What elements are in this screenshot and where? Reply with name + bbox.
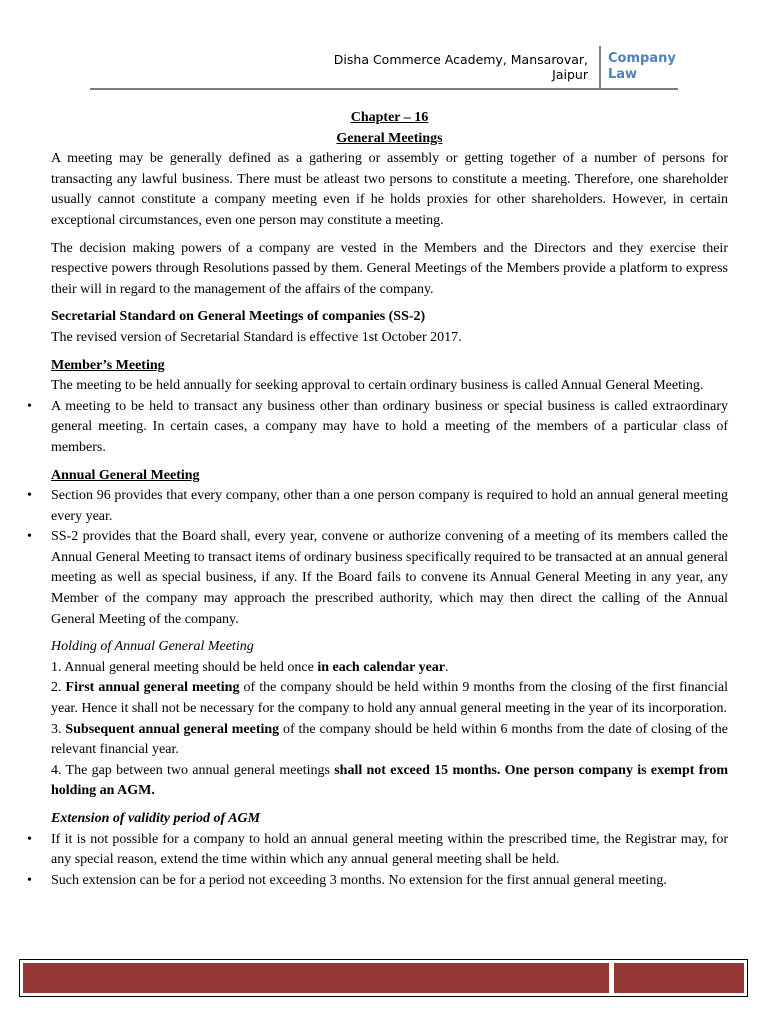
header-institute: Disha Commerce Academy, Mansarovar, Jaipur	[333, 52, 588, 82]
chapter-number: Chapter – 16	[350, 110, 429, 125]
list-item: • Such extension can be for a period not exceeding 3 months. No extension for the first annual general meeting.	[51, 871, 728, 892]
agm-heading: Annual General Meeting	[51, 467, 200, 483]
members-meeting-heading: Member’s Meeting	[51, 357, 165, 373]
holding-item: 3. Subsequent annual general meeting of the company should be held within 6 months from the date of closing of the relevant financial year.	[51, 721, 729, 758]
footer-bar-left	[23, 963, 609, 993]
bullet-icon: •	[27, 872, 32, 888]
members-meeting-text: The meeting to be held annually for seeking approval to certain ordinary business is called Annual General Meeting.	[51, 378, 704, 394]
header-rule	[90, 88, 678, 90]
holding-item: 2. First annual general meeting of the company should be held within 9 months from the closing of the first financial year. Hence it shall not be necessary for the company to hold any annual general meeting in the year of its incorporation.	[51, 680, 728, 717]
extension-list	[27, 830, 728, 892]
intro-paragraph: A meeting may be generally defined as a gathering or assembly or getting together of a number of persons for transacting any lawful business. There must be atleast two persons to constitute a meeting. Therefore, one shareholder usually cannot constitute a company meeting even if he holds proxies for other shareholders. However, in certain exceptional circumstances, even one person may constitute a meeting.	[51, 151, 728, 228]
list-item: • If it is not possible for a company to hold an annual general meeting within the prescribed time, the Registrar may, for any special reason, extend the time within which any annual general meeting shall be held.	[27, 831, 728, 868]
ss2-heading: Secretarial Standard on General Meetings of companies (SS-2)	[51, 309, 426, 325]
ss2-text: The revised version of Secretarial Standard is effective 1st October 2017.	[51, 329, 462, 345]
bullet-icon: •	[27, 831, 32, 847]
page-content	[27, 108, 729, 891]
holding-heading: Holding of Annual General Meeting	[51, 639, 254, 655]
bullet-icon: •	[27, 488, 32, 504]
list-item: • Section 96 provides that every company, other than a one person company is required to hold an annual general meeting every year.	[27, 488, 728, 524]
extension-heading: Extension of validity period of AGM	[51, 811, 261, 826]
chapter-title: General Meetings	[336, 130, 443, 146]
list-item: • SS-2 provides that the Board shall, every year, convene or authorize convening of a meeting of its members called the Annual General Meeting to transact items of ordinary business specifically required to be transacted at an annual general meeting as well as special business, if any. If the Board fails to convene its Annual General Meeting in any year, any Member of the company may approach the prescribed authority, which may then direct the calling of the Annual General Meeting of the company.	[27, 529, 728, 627]
bullet-icon: •	[27, 398, 32, 414]
holding-item: 4. The gap between two annual general meetings shall not exceed 15 months. One person company is exempt from holding an AGM.	[51, 762, 728, 799]
header-divider	[599, 46, 601, 90]
holding-item: 1. Annual general meeting should be held once in each calendar year.	[51, 659, 449, 675]
intro-paragraph: The decision making powers of a company are vested in the Members and the Directors and they exercise their respective powers through Resolutions passed by them. General Meetings of the Members provide a platform to express their will in regard to the management of the affairs of the company.	[51, 240, 728, 297]
members-meeting-list	[27, 397, 728, 459]
header-subject: Company Law	[608, 51, 676, 82]
agm-list	[27, 486, 728, 630]
bullet-icon: •	[27, 529, 32, 545]
list-item: • A meeting to be held to transact any business other than ordinary business or special business is called extraordinary general meeting. In certain cases, a company may have to hold a meeting of the members of a particular class of members.	[27, 398, 728, 455]
footer-bar-right	[614, 963, 744, 993]
